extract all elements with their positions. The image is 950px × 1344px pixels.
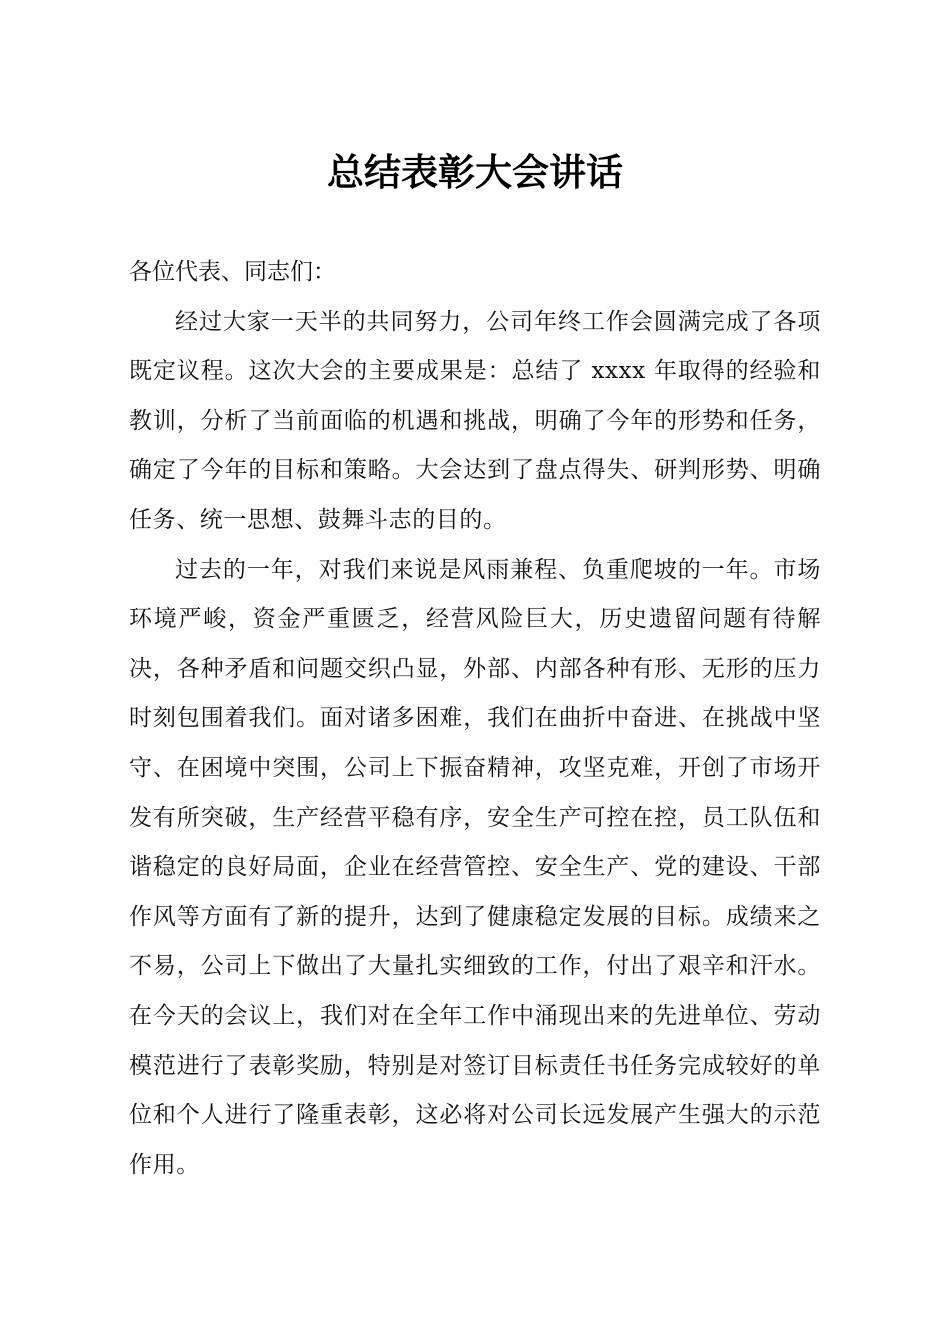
salutation: 各位代表、同志们： (129, 259, 336, 285)
document-title: 总结表彰大会讲话 (327, 150, 623, 194)
paragraph-1: 经过大家一天半的共同努力，公司年终工作会圆满完成了各项既定议程。这次大会的主要成果是：总结了 xxxx 年取得的经验和教训，分析了当前面临的机遇和挑战，明确了今年的形势和任务，确定了今年的目标和策略。大会达到了盘点得失、研判形势、明确任务、统一思想、鼓舞斗志的目的。 (129, 308, 821, 533)
paragraph-2: 过去的一年，对我们来说是风雨兼程、负重爬坡的一年。市场环境严峻，资金严重匮乏，经营风险巨大，历史遗留问题有待解决，各种矛盾和问题交织凸显，外部、内部各种有形、无形的压力时刻包围着我们。面对诸多困难，我们在曲折中奋进、在挑战中坚守、在困境中突围，公司上下振奋精神，攻坚克难，开创了市场开发有所突破，生产经营平稳有序，安全生产可控在控，员工队伍和谐稳定的良好局面，企业在经营管控、安全生产、党的建设、干部作风等方面有了新的提升，达到了健康稳定发展的目标。成绩来之不易，公司上下做出了大量扎实细致的工作，付出了艰辛和汗水。在今天的会议上，我们对在全年工作中涌现出来的先进单位、劳动模范进行了表彰奖励，特别是对签订目标责任书任务完成较好的单位和个人进行了隆重表彰，这必将对公司长远发展产生强大的示范作用。 (129, 556, 821, 1178)
document-body (129, 248, 821, 1190)
